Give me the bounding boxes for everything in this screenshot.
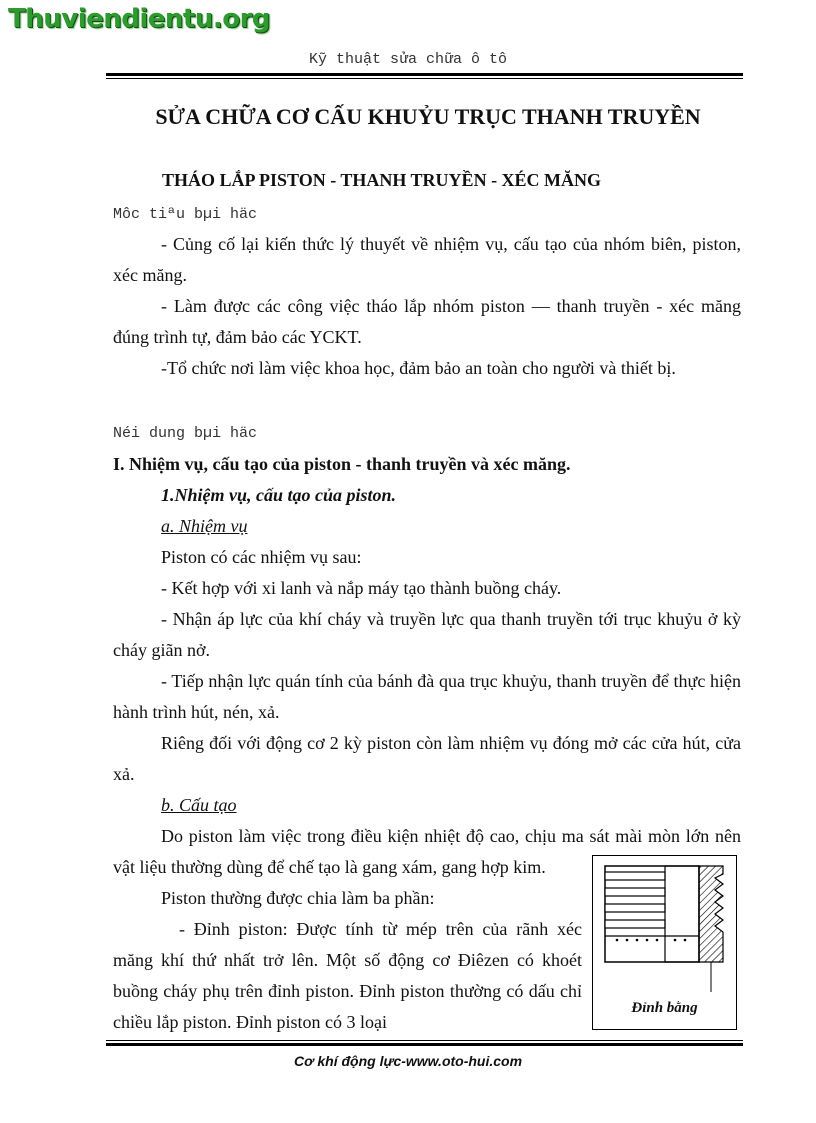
running-header: Kỹ thuật sửa chữa ô tô [308, 51, 508, 68]
page-title: SỬA CHỮA CƠ CẤU KHUỶU TRỤC THANH TRUYỀN [155, 104, 701, 129]
part-b-paragraph: Do piston làm việc trong điều kiện nhiệt độ cao, chịu ma sát mài mòn lớn nên vật liệu thường dùng để chế tạo là gang xám, gang hợp kim. [113, 826, 741, 877]
objectives-label: Môc tiªu bµi häc [113, 206, 258, 223]
part-a-intro: Piston có các nhiệm vụ sau: [161, 547, 362, 567]
content-label: Néi dung bµi häc [113, 425, 258, 442]
figure-caption: Đỉnh bằng [631, 1000, 698, 1016]
section-heading: I. Nhiệm vụ, cấu tạo của piston - thanh truyền và xéc măng. [113, 454, 571, 474]
task-item: - Nhận áp lực của khí cháy và truyền lực qua thanh truyền tới trục khuỷu ở kỳ cháy giãn nở. [113, 609, 741, 660]
flat-top-piston-diagram [599, 862, 731, 998]
lesson-heading: THÁO LẮP PISTON - THANH TRUYỀN - XÉC MĂNG [162, 170, 602, 190]
task-item: - Kết hợp với xi lanh và nắp máy tạo thành buồng cháy. [161, 578, 562, 598]
task-item: Riêng đối với động cơ 2 kỳ piston còn làm nhiệm vụ đóng mở các cửa hút, cửa xả. [113, 733, 741, 784]
site-logo: Thuviendientu.org [8, 4, 271, 34]
part-b-paragraph: - Đỉnh piston: Được tính từ mép trên của rãnh xéc măng khí thứ nhất trở lên. Một số động cơ Điêzen có khoét buồng cháy phụ trên đỉnh piston. Đỉnh piston thường có dấu chỉ chiều lắp piston. Đỉnh piston có 3 loại [113, 919, 582, 1032]
running-footer: Cơ khí động lực-www.oto-hui.com [293, 1053, 523, 1069]
subsection-heading: 1.Nhiệm vụ, cấu tạo của piston. [161, 485, 397, 505]
objective-item: -Tổ chức nơi làm việc khoa học, đảm bảo an toàn cho người và thiết bị. [161, 358, 676, 378]
part-b-paragraph: Piston thường được chia làm ba phần: [161, 888, 435, 908]
task-item: - Tiếp nhận lực quán tính của bánh đà qua trục khuỷu, thanh truyền để thực hiện hành trình hút, nén, xả. [113, 671, 741, 722]
header-rule [106, 73, 743, 79]
footer-rule [106, 1040, 743, 1046]
objective-item: - Làm được các công việc tháo lắp nhóm piston — thanh truyền - xéc măng đúng trình tự, đảm bảo các YCKT. [113, 296, 741, 347]
piston-figure [592, 855, 737, 1030]
part-a-heading: a. Nhiệm vụ [161, 516, 248, 536]
objective-item: - Củng cố lại kiến thức lý thuyết về nhiệm vụ, cấu tạo của nhóm biên, piston, xéc măng. [113, 234, 741, 285]
part-b-heading: b. Cấu tạo [161, 795, 237, 815]
